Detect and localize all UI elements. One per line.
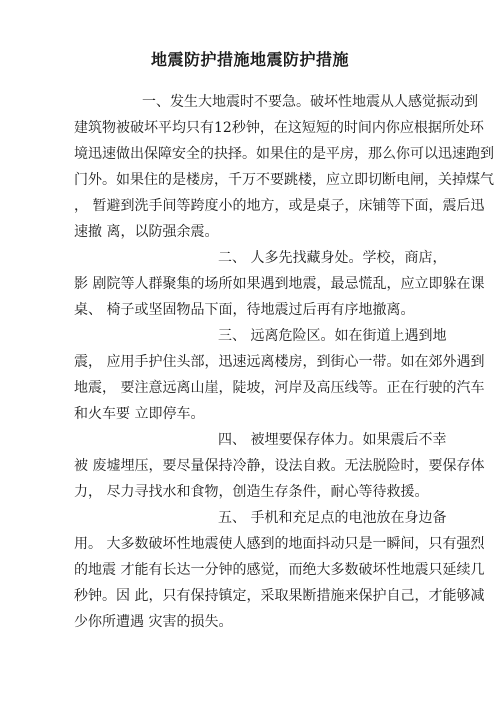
paragraph-line: 被 废墟埋压，要尽量保持冷静，设法自救。无法脱险时，要保存体 — [74, 458, 485, 474]
paragraph-line: 五、 手机和充足点的电池放在身边备 — [218, 510, 447, 526]
paragraph-line: 四、 被埋要保存体力。如果震后不幸 — [218, 432, 447, 448]
paragraph-line: 建筑物被破坏平均只有12秒钟，在这短短的时间内你应根据所处环 — [74, 120, 484, 136]
paragraph-line: 的地震 才能有长达一分钟的感觉，而绝大多数破坏性地震只延续几 — [74, 562, 485, 578]
paragraph-line: 门外。如果住的是楼房，千万不要跳楼，应立即切断电闸，关掉煤气 — [74, 172, 494, 188]
paragraph-line: 桌、 椅子或坚固物品下面，待地震过后再有序地撤离。 — [74, 302, 415, 318]
paragraph-line: 三、 远离危险区。如在街道上遇到地 — [218, 328, 447, 344]
paragraph-line: 用。 大多数破坏性地震使人感到的地面抖动只是一瞬间，只有强烈 — [74, 536, 485, 552]
paragraph-line: 二、 人多先找藏身处。学校，商店， — [218, 250, 447, 266]
paragraph-line: 秒钟。因 此，只有保持镇定，采取果断措施来保护自己，才能够减 — [74, 588, 485, 604]
paragraph-line: 少你所遭遇 灾害的损失。 — [74, 614, 233, 630]
paragraph-line: 境迅速做出保障安全的抉择。如果住的是平房，那么你可以迅速跑到 — [74, 146, 494, 162]
paragraph-line: 力， 尽力寻找水和食物，创造生存条件，耐心等待救援。 — [74, 484, 429, 500]
paragraph-line: 影 剧院等人群聚集的场所如果遇到地震，最忌慌乱，应立即躲在课 — [74, 276, 485, 292]
paragraph-line: 地震， 要注意远离山崖，陡坡，河岸及高压线等。正在行驶的汽车 — [74, 380, 485, 396]
paragraph-line: 一、发生大地震时不要急。破坏性地震从人感觉振动到 — [142, 94, 478, 110]
paragraph-line: 震， 应用手护住头部，迅速远离楼房，到街心一带。如在郊外遇到 — [74, 354, 485, 370]
paragraph-line: 和火车要 立即停车。 — [74, 406, 205, 422]
document-title: 地震防护措施地震防护措施 — [150, 50, 349, 69]
paragraph-line: ， 暂避到洗手间等跨度小的地方，或是桌子，床铺等下面，震后迅 — [74, 198, 485, 214]
paragraph-line: 速撤 离，以防强余震。 — [74, 224, 219, 240]
